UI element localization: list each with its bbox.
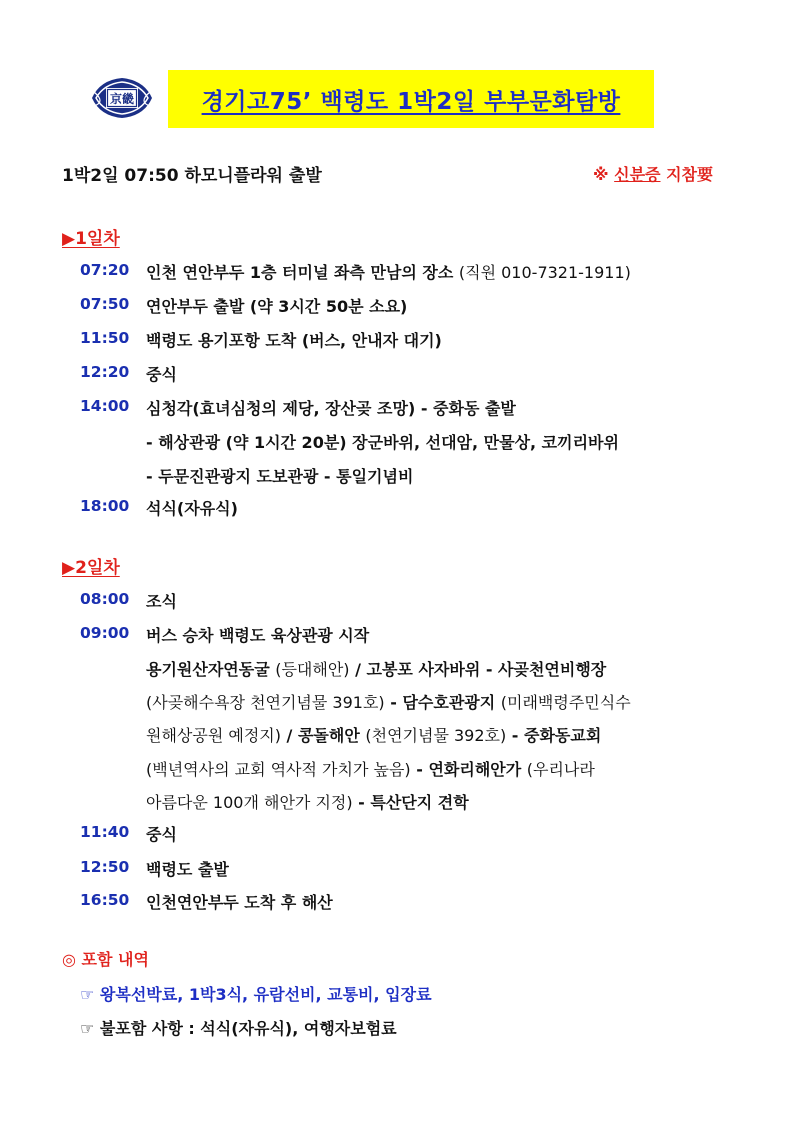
schedule-time: 14:00 [80, 397, 130, 415]
schedule-time: 07:50 [80, 295, 130, 313]
day1-heading: ▶1일차 [62, 229, 120, 249]
included-item: ☞ 왕복선박료, 1박3식, 유람선비, 교통비, 입장료 [80, 985, 432, 1004]
tour-route-line: 아름다운 100개 해안가 지정) - 특산단지 견학 [146, 793, 469, 812]
schedule-desc: 인천연안부두 도착 후 해산 [146, 893, 333, 912]
id-card-label: 신분증 [614, 165, 661, 184]
schedule-time: 12:20 [80, 363, 130, 381]
schedule-time: 11:50 [80, 329, 130, 347]
svg-text:京畿: 京畿 [109, 92, 135, 106]
schedule-desc: - 해상관광 (약 1시간 20분) 장군바위, 선대암, 만물상, 코끼리바위 [146, 433, 619, 452]
school-emblem-logo [90, 72, 154, 124]
tour-route-line: 용기원산자연동굴 (등대해안) / 고봉포 사자바위 - 사곶천연비행장 [146, 660, 607, 679]
notice-rest: 지참要 [666, 165, 714, 184]
schedule-desc: 백령도 용기포항 도착 (버스, 안내자 대기) [146, 331, 442, 350]
excluded-item: ☞ 불포함 사항 : 석식(자유식), 여행자보험료 [80, 1019, 397, 1038]
title-banner [168, 70, 654, 128]
schedule-desc: 연안부두 출발 (약 3시간 50분 소요) [146, 297, 408, 316]
tour-route-line: (사곶해수욕장 천연기념물 391호) - 담수호관광지 (미래백령주민식수 [146, 693, 631, 712]
schedule-time: 18:00 [80, 497, 130, 515]
schedule-time: 16:50 [80, 891, 130, 909]
pointing-hand-icon: ☞ [80, 1019, 95, 1038]
schedule-time: 12:50 [80, 858, 130, 876]
schedule-desc: 버스 승차 백령도 육상관광 시작 [146, 626, 370, 645]
schedule-time: 11:40 [80, 823, 130, 841]
day2-heading: ▶2일차 [62, 558, 120, 578]
schedule-desc: 인천 연안부두 1층 터미널 좌측 만남의 장소 (직원 010-7321-1911) [146, 263, 631, 282]
schedule-time: 07:20 [80, 261, 130, 279]
included-heading: ◎ 포함 내역 [62, 950, 149, 969]
id-notice [593, 162, 713, 185]
schedule-desc: 백령도 출발 [146, 860, 229, 879]
reference-mark-icon: ※ [593, 165, 609, 184]
schedule-desc: 조식 [146, 592, 177, 611]
staff-phone: (직원 010-7321-1911) [458, 263, 631, 282]
pointing-hand-icon: ☞ [80, 985, 95, 1004]
schedule-time: 09:00 [80, 624, 130, 642]
departure-info: 1박2일 07:50 하모니플라워 출발 [62, 166, 322, 186]
tour-route-line: 원해상공원 예정지) / 콩돌해안 (천연기념물 392호) - 중화동교회 [146, 726, 602, 745]
schedule-desc: 석식(자유식) [146, 499, 238, 518]
schedule-desc: 중식 [146, 365, 177, 384]
tour-route-line: (백년역사의 교회 역사적 가치가 높음) - 연화리해안가 (우리나라 [146, 760, 595, 779]
schedule-desc: 중식 [146, 825, 177, 844]
page-title: 경기고75’ 백령도 1박2일 부부문화탐방 [201, 88, 621, 115]
schedule-time: 08:00 [80, 590, 130, 608]
schedule-desc: 심청각(효녀심청의 제당, 장산곶 조망) - 중화동 출발 [146, 399, 516, 418]
schedule-desc: - 두문진관광지 도보관광 - 통일기념비 [146, 467, 414, 486]
